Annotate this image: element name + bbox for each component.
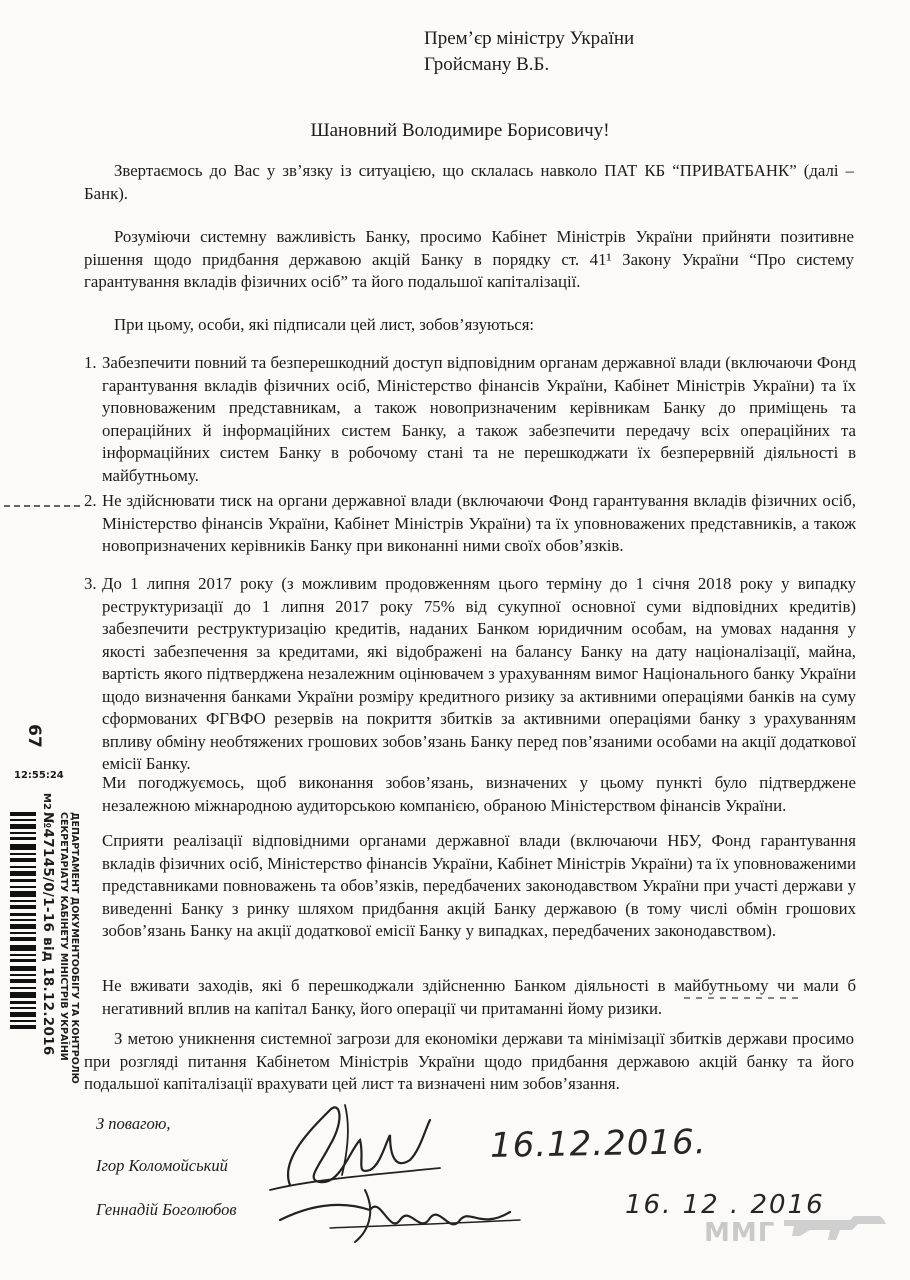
stamp-department-line: ДЕПАРТАМЕНТ ДОКУМЕНТООБІГУ ТА КОНТРОЛЮ (69, 812, 80, 1084)
list-item (84, 490, 856, 558)
list-item-text: Не здійснювати тиск на органи державної влади (включаючи Фонд гарантування вкладів фізичних осіб, Міністерство фінансів України, Кабінет Міністрів України) та їх уповноважених представників, а також новопризначених керівників Банку при виконанні ними своїх обов’язків. (102, 491, 856, 555)
paragraph-assist: Сприяти реалізації відповідними органами державної влади (включаючи НБУ, Фонд гарантування вкладів фізичних осіб, Міністерство фінансів України, Кабінет Міністрів України) та їх уповноваженими представниками повноважень та обов’язків, передбачених законодавством України при участі держави у виведенні Банку з ринку шляхом придбання акцій Банку державою (в тому числі обмін грошових зобов’язань Банку на акції додаткової емісії Банку у випадках, передбачених законодавством). (102, 831, 856, 940)
addressee (424, 26, 634, 78)
stamp-time: 12:55:24 (14, 770, 64, 781)
paragraph-request: Розуміючи системну важливість Банку, просимо Кабінет Міністрів України прийняти позитивне рішення щодо придбання державою акцій Банку в порядку ст. 41¹ Закону України “Про систему гарантування вкладів фізичних осіб” та його подальшої капіталізації. (84, 227, 854, 291)
regards: З повагою, (96, 1114, 171, 1133)
list-item-number: 2. (84, 491, 97, 510)
list-item-number: 1. (84, 353, 97, 372)
list-item (84, 352, 856, 487)
list-item-text: Забезпечити повний та безперешкодний доступ відповідним органам державної влади (включаючи Фонд гарантування вкладів фізичних осіб, Міністерство фінансів України, Кабінет Міністрів України) та їх уповноваженим представникам, а також новопризначеним керівникам Банку до приміщень та операційних й інформаційних систем Банку, а також забезпечити передачу всіх операційних та інформаційних систем Банку в робочому стані та не перешкоджати їх безперервній діяльності в майбутньому. (102, 353, 856, 485)
list-item-text: До 1 липня 2017 року (з можливим продовженням цього терміну до 1 січня 2018 року у випадку реструктуризації до 1 липня 2017 року 75% від сукупної основної суми відповідних кредитів) забезпечити реструктуризацію кредитів, наданих Банком юридичним особам, на умовах надання у якості забезпечення за кредитами, які відображені на балансу Банку на дату націоналізації, майна, вартість якого підтверджена незалежним оцінювачем з урахуванням вимог Національного банку України щодо визначення банками України розміру кредитного ризику за активними операціями банків на суму сформованих ФГВФО резервів на покриття збитків за активними операціями банку з урахуванням впливу обміну необтяжених грошових зобов’язань Банку перед пов’язаними особами на акції додаткової емісії Банку. (102, 574, 856, 773)
paragraph-audit: Ми погоджуємось, щоб виконання зобов’язань, визначених у цьому пункті було підтверджене незалежною міжнародною аудиторською компанією, обраною Міністерством фінансів України. (102, 773, 856, 815)
handwritten-date-2: 16. 12 . 2016 (625, 1190, 825, 1220)
stamp-code: M2 (40, 793, 52, 810)
obligation-list-3 (84, 573, 856, 776)
signer-name-1: Ігор Коломойський (96, 1156, 228, 1175)
addressee-title: Прем’єр міністру України (424, 28, 635, 49)
barcode-icon (10, 812, 36, 1032)
paragraph-intro: Звертаємось до Вас у зв’язку із ситуацією, що склалась навколо ПАТ КБ “ПРИВАТБАНК” (далі – Банк). (84, 161, 854, 203)
obligation-list-1 (84, 352, 856, 487)
addressee-name: Гройсману В.Б. (424, 54, 550, 75)
signer-name-2: Геннадій Боголюбов (96, 1200, 237, 1219)
paragraph-no-obstruction: Не вживати заходів, які б перешкоджали здійсненню Банком діяльності в майбутньому чи мали б негативний вплив на капітал Банку, його операції чи притаманні йому ризики. (102, 976, 856, 1018)
stamp-registration-number: №47145/0/1-16 від 18.12.2016 (40, 812, 56, 1056)
salutation: Шановний Володимире Борисовичу! (310, 120, 610, 141)
handwritten-date-1: 16.12.2016. (489, 1122, 707, 1166)
list-item-number: 3. (84, 574, 97, 593)
paragraph-obligations-lead: При цьому, особи, які підписали цей лист, зобов’язуються: (114, 315, 535, 334)
site-watermark: ММГ (704, 1218, 776, 1248)
list-item (84, 573, 856, 776)
rifle-watermark-icon (780, 1206, 890, 1246)
obligation-list-2 (84, 490, 856, 558)
stamp-secretariat-line: СЕКРЕТАРІАТУ КАБІНЕТУ МІНІСТРІВ УКРАЇНИ (58, 812, 69, 1061)
paragraph-closing: З метою уникнення системної загрози для економіки держави та мінімізації збитків держави просимо при розгляді питання Кабінетом Міністрів України щодо придбання державою акцій банку та його подальшої капіталізації врахувати цей лист та визначені ним зобов’язання. (84, 1029, 854, 1093)
scan-mark-icon (0, 500, 90, 512)
signature-2-icon (270, 1180, 530, 1250)
scan-mark-icon (680, 992, 810, 1004)
stamp-page-number: 67 (23, 724, 44, 748)
